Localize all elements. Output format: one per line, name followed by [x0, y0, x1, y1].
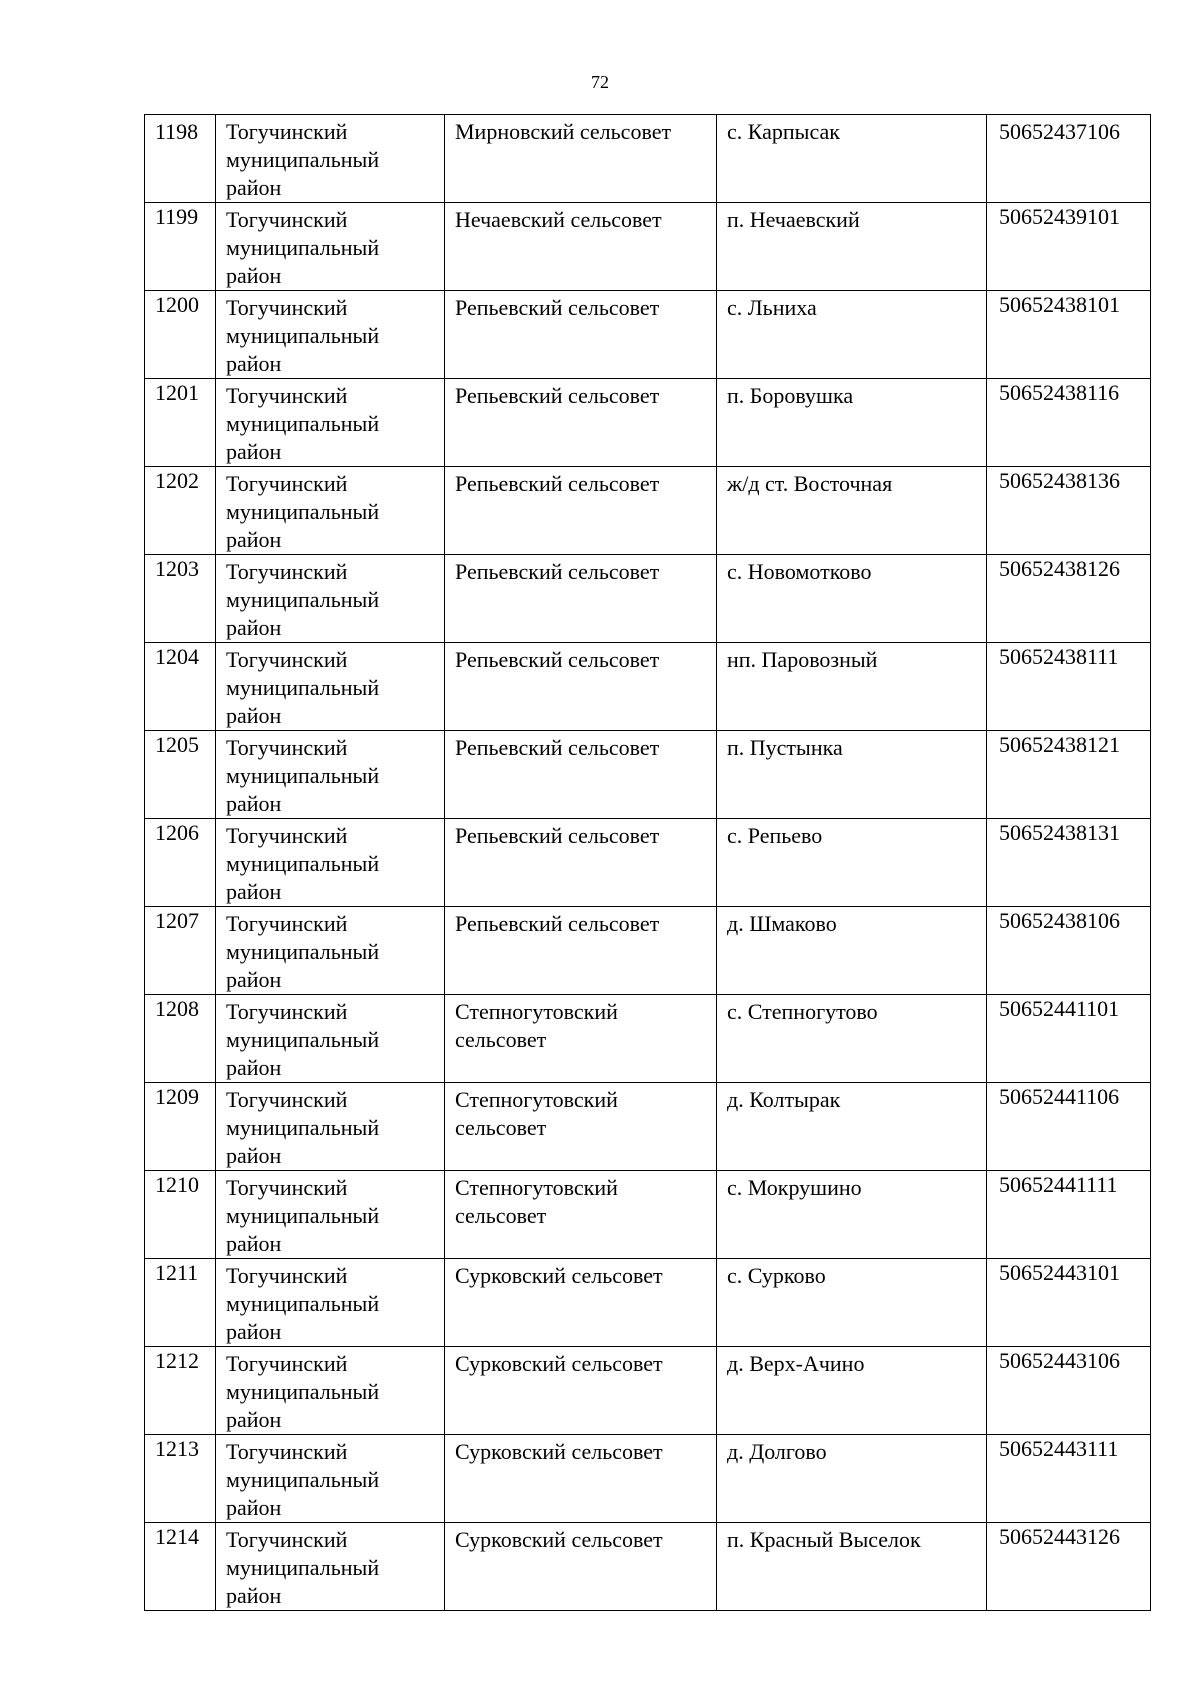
settlement-cell: п. Пустынка [717, 731, 987, 819]
row-number-cell: 1208 [145, 995, 216, 1083]
row-number-cell: 1210 [145, 1171, 216, 1259]
oktmo-code-cell: 50652438101 [987, 291, 1151, 379]
district-cell: Тогучинский муниципальный район [216, 203, 445, 291]
district-cell: Тогучинский муниципальный район [216, 379, 445, 467]
table-row [145, 379, 1151, 467]
oktmo-code-cell: 50652438106 [987, 907, 1151, 995]
settlement-cell: с. Степногутово [717, 995, 987, 1083]
council-cell: Сурковский сельсовет [445, 1523, 717, 1611]
council-cell: Репьевский сельсовет [445, 555, 717, 643]
row-number-cell: 1212 [145, 1347, 216, 1435]
settlement-cell: п. Нечаевский [717, 203, 987, 291]
council-cell: Степногутовский сельсовет [445, 1171, 717, 1259]
table-row [145, 819, 1151, 907]
row-number-cell: 1204 [145, 643, 216, 731]
oktmo-code-cell: 50652438131 [987, 819, 1151, 907]
council-cell: Репьевский сельсовет [445, 467, 717, 555]
settlement-cell: с. Карпысак [717, 115, 987, 203]
council-cell: Репьевский сельсовет [445, 907, 717, 995]
table-row [145, 643, 1151, 731]
district-cell: Тогучинский муниципальный район [216, 555, 445, 643]
settlement-cell: д. Шмаково [717, 907, 987, 995]
district-cell: Тогучинский муниципальный район [216, 907, 445, 995]
council-cell: Репьевский сельсовет [445, 819, 717, 907]
page-number: 72 [591, 72, 609, 92]
table-row [145, 1083, 1151, 1171]
oktmo-code-cell: 50652437106 [987, 115, 1151, 203]
row-number-cell: 1206 [145, 819, 216, 907]
settlement-cell: с. Новомотково [717, 555, 987, 643]
oktmo-code-cell: 50652441101 [987, 995, 1151, 1083]
district-cell: Тогучинский муниципальный район [216, 1523, 445, 1611]
council-cell: Репьевский сельсовет [445, 731, 717, 819]
council-cell: Репьевский сельсовет [445, 643, 717, 731]
oktmo-code-cell: 50652441111 [987, 1171, 1151, 1259]
oktmo-code-cell: 50652438111 [987, 643, 1151, 731]
district-cell: Тогучинский муниципальный район [216, 819, 445, 907]
table-body [145, 115, 1151, 1611]
table-row [145, 291, 1151, 379]
district-cell: Тогучинский муниципальный район [216, 467, 445, 555]
settlement-cell: д. Долгово [717, 1435, 987, 1523]
settlement-cell: д. Верх-Ачино [717, 1347, 987, 1435]
row-number-cell: 1199 [145, 203, 216, 291]
oktmo-code-cell: 50652438116 [987, 379, 1151, 467]
council-cell: Сурковский сельсовет [445, 1435, 717, 1523]
council-cell: Мирновский сельсовет [445, 115, 717, 203]
row-number-cell: 1198 [145, 115, 216, 203]
settlement-cell: п. Красный Выселок [717, 1523, 987, 1611]
council-cell: Нечаевский сельсовет [445, 203, 717, 291]
table-row [145, 115, 1151, 203]
table-row [145, 907, 1151, 995]
table-row [145, 995, 1151, 1083]
settlement-cell: нп. Паровозный [717, 643, 987, 731]
district-cell: Тогучинский муниципальный район [216, 1171, 445, 1259]
district-cell: Тогучинский муниципальный район [216, 1435, 445, 1523]
table-row [145, 555, 1151, 643]
settlement-cell: ж/д ст. Восточная [717, 467, 987, 555]
row-number-cell: 1203 [145, 555, 216, 643]
council-cell: Степногутовский сельсовет [445, 1083, 717, 1171]
row-number-cell: 1211 [145, 1259, 216, 1347]
council-cell: Репьевский сельсовет [445, 379, 717, 467]
settlement-cell: п. Боровушка [717, 379, 987, 467]
council-cell: Репьевский сельсовет [445, 291, 717, 379]
district-cell: Тогучинский муниципальный район [216, 291, 445, 379]
oktmo-code-cell: 50652443101 [987, 1259, 1151, 1347]
oktmo-code-cell: 50652443106 [987, 1347, 1151, 1435]
settlement-cell: с. Мокрушино [717, 1171, 987, 1259]
district-cell: Тогучинский муниципальный район [216, 643, 445, 731]
row-number-cell: 1207 [145, 907, 216, 995]
row-number-cell: 1209 [145, 1083, 216, 1171]
settlement-cell: с. Льниха [717, 291, 987, 379]
table-row [145, 1347, 1151, 1435]
district-cell: Тогучинский муниципальный район [216, 995, 445, 1083]
district-cell: Тогучинский муниципальный район [216, 1347, 445, 1435]
council-cell: Сурковский сельсовет [445, 1259, 717, 1347]
row-number-cell: 1205 [145, 731, 216, 819]
row-number-cell: 1200 [145, 291, 216, 379]
row-number-cell: 1213 [145, 1435, 216, 1523]
settlements-table [144, 114, 1151, 1611]
table-row [145, 1259, 1151, 1347]
district-cell: Тогучинский муниципальный район [216, 1259, 445, 1347]
oktmo-code-cell: 50652438126 [987, 555, 1151, 643]
table-row [145, 1435, 1151, 1523]
settlement-cell: с. Репьево [717, 819, 987, 907]
table-row [145, 467, 1151, 555]
row-number-cell: 1201 [145, 379, 216, 467]
oktmo-code-cell: 50652443126 [987, 1523, 1151, 1611]
council-cell: Сурковский сельсовет [445, 1347, 717, 1435]
row-number-cell: 1202 [145, 467, 216, 555]
oktmo-code-cell: 50652439101 [987, 203, 1151, 291]
council-cell: Степногутовский сельсовет [445, 995, 717, 1083]
oktmo-code-cell: 50652438136 [987, 467, 1151, 555]
table-row [145, 203, 1151, 291]
row-number-cell: 1214 [145, 1523, 216, 1611]
table-row [145, 1523, 1151, 1611]
district-cell: Тогучинский муниципальный район [216, 731, 445, 819]
settlement-cell: с. Сурково [717, 1259, 987, 1347]
oktmo-code-cell: 50652441106 [987, 1083, 1151, 1171]
oktmo-code-cell: 50652443111 [987, 1435, 1151, 1523]
table-row [145, 731, 1151, 819]
district-cell: Тогучинский муниципальный район [216, 1083, 445, 1171]
table-row [145, 1171, 1151, 1259]
oktmo-code-cell: 50652438121 [987, 731, 1151, 819]
district-cell: Тогучинский муниципальный район [216, 115, 445, 203]
settlement-cell: д. Колтырак [717, 1083, 987, 1171]
